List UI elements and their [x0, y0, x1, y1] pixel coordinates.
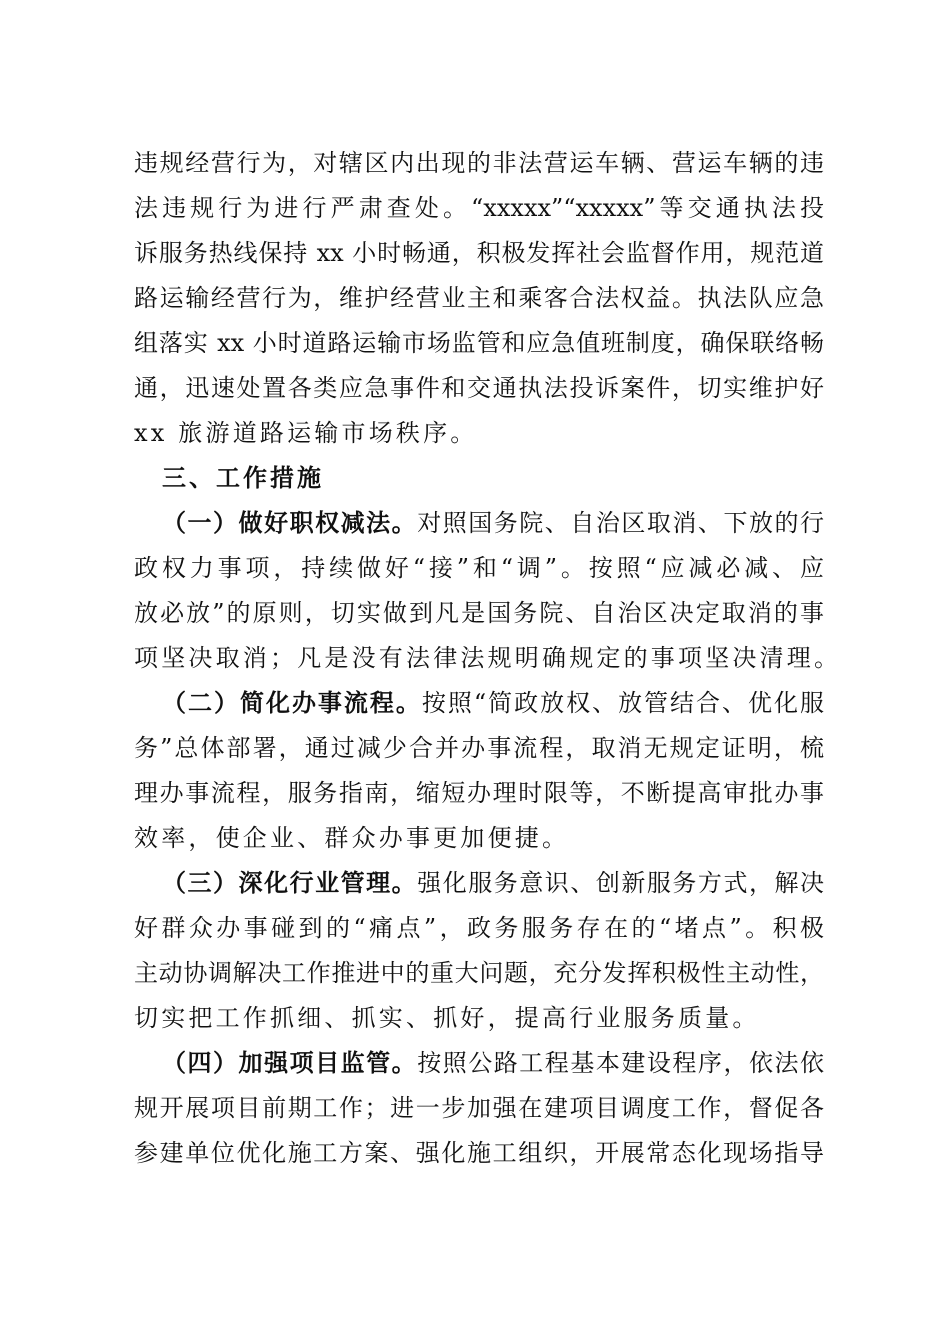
paragraph-line: 政权力事项，持续做好“接”和“调”。按照“应减必减、应 [134, 554, 824, 582]
measure-4-first-line [162, 1043, 824, 1083]
measure-2-first-line [162, 683, 824, 723]
measure-4-title: （四）加强项目监管。 [162, 1049, 418, 1077]
measure-3-title: （三）深化行业管理。 [162, 869, 418, 897]
measure-4-text: 按照公路工程基本建设程序，依法依 [417, 1049, 825, 1077]
measure-1-first-line [162, 503, 824, 543]
measure-2-text: 按照“简政放权、放管结合、优化服 [421, 689, 824, 717]
paragraph-line: 法违规行为进行严肃查处。“xxxxx”“xxxxx”等交通执法投 [134, 194, 824, 222]
paragraph-line: 好群众办事碰到的“痛点”，政务服务存在的“堵点”。积极 [134, 914, 824, 942]
measure-3-text: 强化服务意识、创新服务方式，解决 [417, 869, 825, 897]
paragraph-line: 效率，使企业、群众办事更加便捷。 [134, 824, 570, 852]
paragraph-line: 诉服务热线保持 xx 小时畅通，积极发挥社会监督作用，规范道 [134, 239, 824, 267]
paragraph-line: 放必放”的原则，切实做到凡是国务院、自治区决定取消的事 [134, 599, 824, 627]
paragraph-line: 违规经营行为，对辖区内出现的非法营运车辆、营运车辆的违 [134, 149, 824, 177]
measure-1-title: （一）做好职权减法。 [162, 509, 418, 537]
paragraph-line: 务”总体部署，通过减少合并办事流程，取消无规定证明，梳 [134, 734, 824, 762]
section-heading: 三、工作措施 [162, 464, 324, 492]
paragraph-line: 理办事流程，服务指南，缩短办理时限等，不断提高审批办事 [134, 779, 824, 807]
paragraph-line: 切实把工作抓细、抓实、抓好，提高行业服务质量。 [134, 1004, 760, 1032]
paragraph-line: 组落实 xx 小时道路运输市场监管和应急值班制度，确保联络畅 [134, 329, 824, 357]
measure-3-first-line [162, 863, 824, 903]
paragraph-line: 项坚决取消；凡是没有法律法规明确规定的事项坚决清理。 [134, 644, 842, 672]
paragraph-line: 通，迅速处置各类应急事件和交通执法投诉案件，切实维护好 [134, 374, 824, 402]
paragraph-line: 路运输经营行为，维护经营业主和乘客合法权益。执法队应急 [134, 284, 824, 312]
paragraph-line: xx 旅游道路运输市场秩序。 [134, 419, 478, 447]
measure-1-text: 对照国务院、自治区取消、下放的行 [417, 509, 825, 537]
paragraph-line: 参建单位优化施工方案、强化施工组织，开展常态化现场指导 [134, 1139, 824, 1167]
paragraph-line: 规开展项目前期工作；进一步加强在建项目调度工作，督促各 [134, 1094, 824, 1122]
paragraph-line: 主动协调解决工作推进中的重大问题，充分发挥积极性主动性， [134, 959, 824, 987]
measure-2-title: （二）简化办事流程。 [162, 689, 422, 717]
